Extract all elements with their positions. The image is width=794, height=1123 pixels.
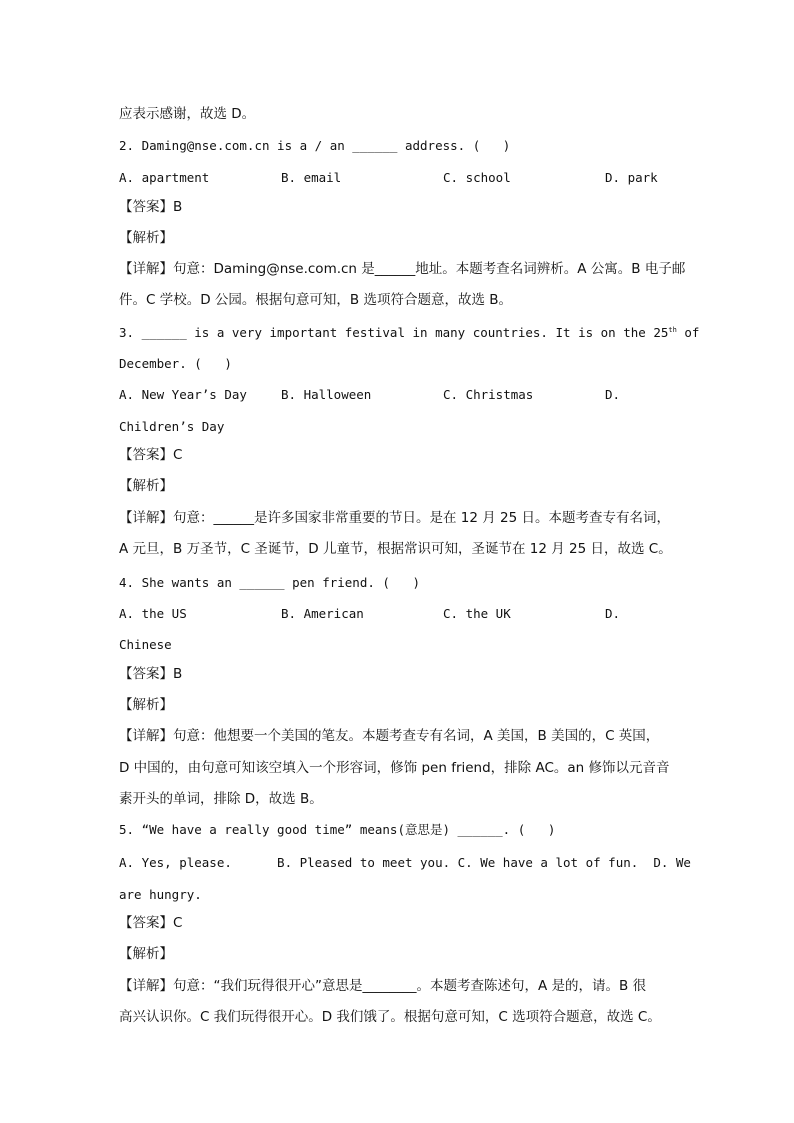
question-4-stem: 4. She wants an ______ pen friend. ( ): [119, 575, 421, 590]
question-3-option-a: A. New Year’s Day: [119, 387, 247, 402]
question-4-option-d: D.: [605, 606, 621, 621]
question-2-option-b: B. email: [281, 170, 342, 185]
question-5-options: A. Yes, please. B. Pleased to meet you. C. We have a lot of fun. D. We: [119, 855, 691, 870]
question-3-stem-text: 3. ______ is a very important festival in many countries. It is on the 25: [119, 325, 669, 340]
question-3-option-d-text: Children’s Day: [119, 419, 225, 434]
question-4-option-b: B. American: [281, 606, 364, 621]
question-2-analysis-label: 【解析】: [119, 230, 173, 246]
question-3-explanation-line: A 元旦，B 万圣节，C 圣诞节，D 儿童节，根据常识可知，圣诞节在 12 月 25 日，故选 C。: [119, 541, 672, 557]
question-5-options-line-2: are hungry.: [119, 887, 202, 902]
question-4-explanation-line: 【详解】句意：他想要一个美国的笔友。本题考查专有名词，A 美国，B 美国的，C 英国，: [119, 728, 660, 744]
question-5-explanation-line: 高兴认识你。C 我们玩得很开心。D 我们饿了。根据句意可知，C 选项符合题意，故选 C。: [119, 1009, 661, 1025]
text-line: 应表示感谢，故选 D。: [119, 106, 256, 122]
question-3-option-c: C. Christmas: [443, 387, 534, 402]
question-4-analysis-label: 【解析】: [119, 697, 173, 713]
question-3-superscript: th: [668, 325, 677, 334]
question-3-explanation-line: 【详解】句意：______是许多国家非常重要的节日。是在 12 月 25 日。本题考查专有名词，: [119, 510, 671, 526]
question-5-answer: 【答案】C: [119, 915, 183, 931]
question-2-explanation-line: 件。C 学校。D 公园。根据句意可知，B 选项符合题意，故选 B。: [119, 292, 513, 308]
question-2-option-c: C. school: [443, 170, 511, 185]
question-4-explanation-line: 素开头的单词，排除 D，故选 B。: [119, 791, 323, 807]
question-3-option-d: D.: [605, 387, 621, 402]
question-4-option-d-text: Chinese: [119, 637, 172, 652]
question-2-answer: 【答案】B: [119, 199, 183, 215]
question-4-explanation-line: D 中国的，由句意可知该空填入一个形容词，修饰 pen friend，排除 AC。an 修饰以元音音: [119, 760, 670, 776]
question-5-explanation-line: 【详解】句意：“我们玩得很开心”意思是________。本题考查陈述句，A 是的，请。B 很: [119, 978, 647, 994]
question-3-analysis-label: 【解析】: [119, 478, 173, 494]
question-4-option-c: C. the UK: [443, 606, 511, 621]
question-2-explanation-line: 【详解】句意：Daming@nse.com.cn 是______地址。本题考查名词辨析。A 公寓。B 电子邮: [119, 261, 686, 277]
question-3-answer: 【答案】C: [119, 447, 183, 463]
question-4-option-a: A. the US: [119, 606, 187, 621]
question-3-stem-line-2: December. ( ): [119, 356, 232, 371]
question-3-stem: [119, 325, 699, 341]
question-3-stem-tail: of: [676, 325, 700, 340]
question-2-stem: 2. Daming@nse.com.cn is a / an ______ address. ( ): [119, 138, 511, 153]
question-2-option-a: A. apartment: [119, 170, 210, 185]
question-5-stem: 5. “We have a really good time” means(意思是) ______. ( ): [119, 822, 556, 837]
question-5-analysis-label: 【解析】: [119, 946, 173, 962]
question-2-option-d: D. park: [605, 170, 658, 185]
question-3-option-b: B. Halloween: [281, 387, 372, 402]
question-4-answer: 【答案】B: [119, 666, 183, 682]
